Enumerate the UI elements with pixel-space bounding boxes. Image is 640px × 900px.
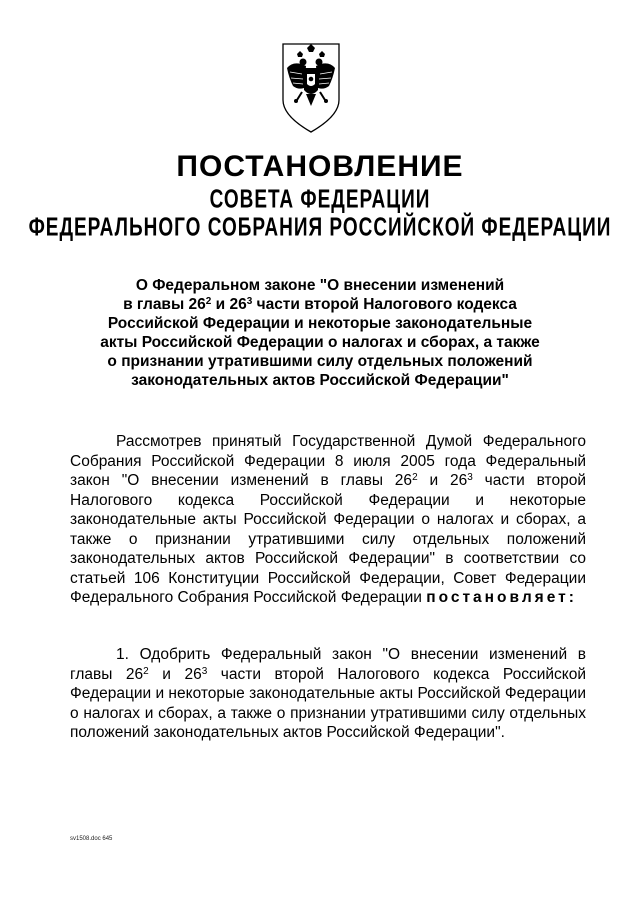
text-segment: части второй Налогового кодекса Российской Федерации и некоторые законодательные акты Российской Федерации о налогах и сборах, а также о признании утратившими силу отдельных положений законодательных актов Российской Федерации" в соответствии со статьей 106 Конституции Российской Федерации, Совет Федерации Федерального Собрания Российской Федерации	[70, 472, 587, 606]
issuer-line-1: СОВЕТА ФЕДЕРАЦИИ	[209, 186, 431, 215]
russian-double-headed-eagle-icon	[280, 42, 342, 134]
law-title	[60, 276, 580, 390]
text-segment: и 26	[211, 296, 247, 313]
superscript: 2	[205, 296, 212, 307]
law-title-line: Российской Федерации и некоторые законодательные	[107, 315, 533, 332]
text-segment: и 26	[148, 665, 202, 683]
issuer-line-2: ФЕДЕРАЛЬНОГО СОБРАНИЯ РОССИЙСКОЙ ФЕДЕРАЦИИ	[28, 214, 612, 243]
law-title-line: законодательных актов Российской Федерации"	[131, 372, 509, 389]
document-title: ПОСТАНОВЛЕНИЕ	[176, 150, 464, 183]
clause-1-paragraph	[70, 645, 586, 743]
superscript: 2	[412, 472, 418, 483]
superscript: 3	[467, 472, 473, 483]
superscript: 3	[201, 665, 208, 677]
resolves-word: постановляет:	[426, 589, 577, 606]
law-title-line: О Федеральном законе "О внесении изменений	[135, 277, 505, 294]
superscript: 2	[143, 665, 149, 677]
text-segment: 1. Одобрить Федеральный закон "О внесении изменений в главы 26	[70, 646, 586, 683]
preamble-paragraph	[70, 432, 586, 608]
file-code: sv1508.doc 645	[70, 836, 113, 842]
text-segment: части второй Налогового кодекса	[252, 296, 517, 313]
text-segment: в главы 26	[123, 296, 206, 313]
law-title-line: о признании утратившими силу отдельных положений	[107, 353, 533, 370]
law-title-line	[60, 295, 580, 314]
text-segment: Рассмотрев принятый Государственной Думой Федерального Собрания Российской Федерации 8 июля 2005 года Федеральный закон "О внесении изменений в главы 26	[70, 433, 586, 489]
text-segment: части второй Налогового кодекса Российской Федерации и некоторые законодательные акты Российской Федерации о налогах и сборах, а также о признании утратившими силу отдельных положений законодательных актов Российской Федерации".	[70, 665, 586, 741]
superscript: 3	[246, 296, 253, 307]
text-segment: и 26	[417, 472, 468, 489]
law-title-line: акты Российской Федерации о налогах и сборах, а также	[100, 334, 540, 351]
